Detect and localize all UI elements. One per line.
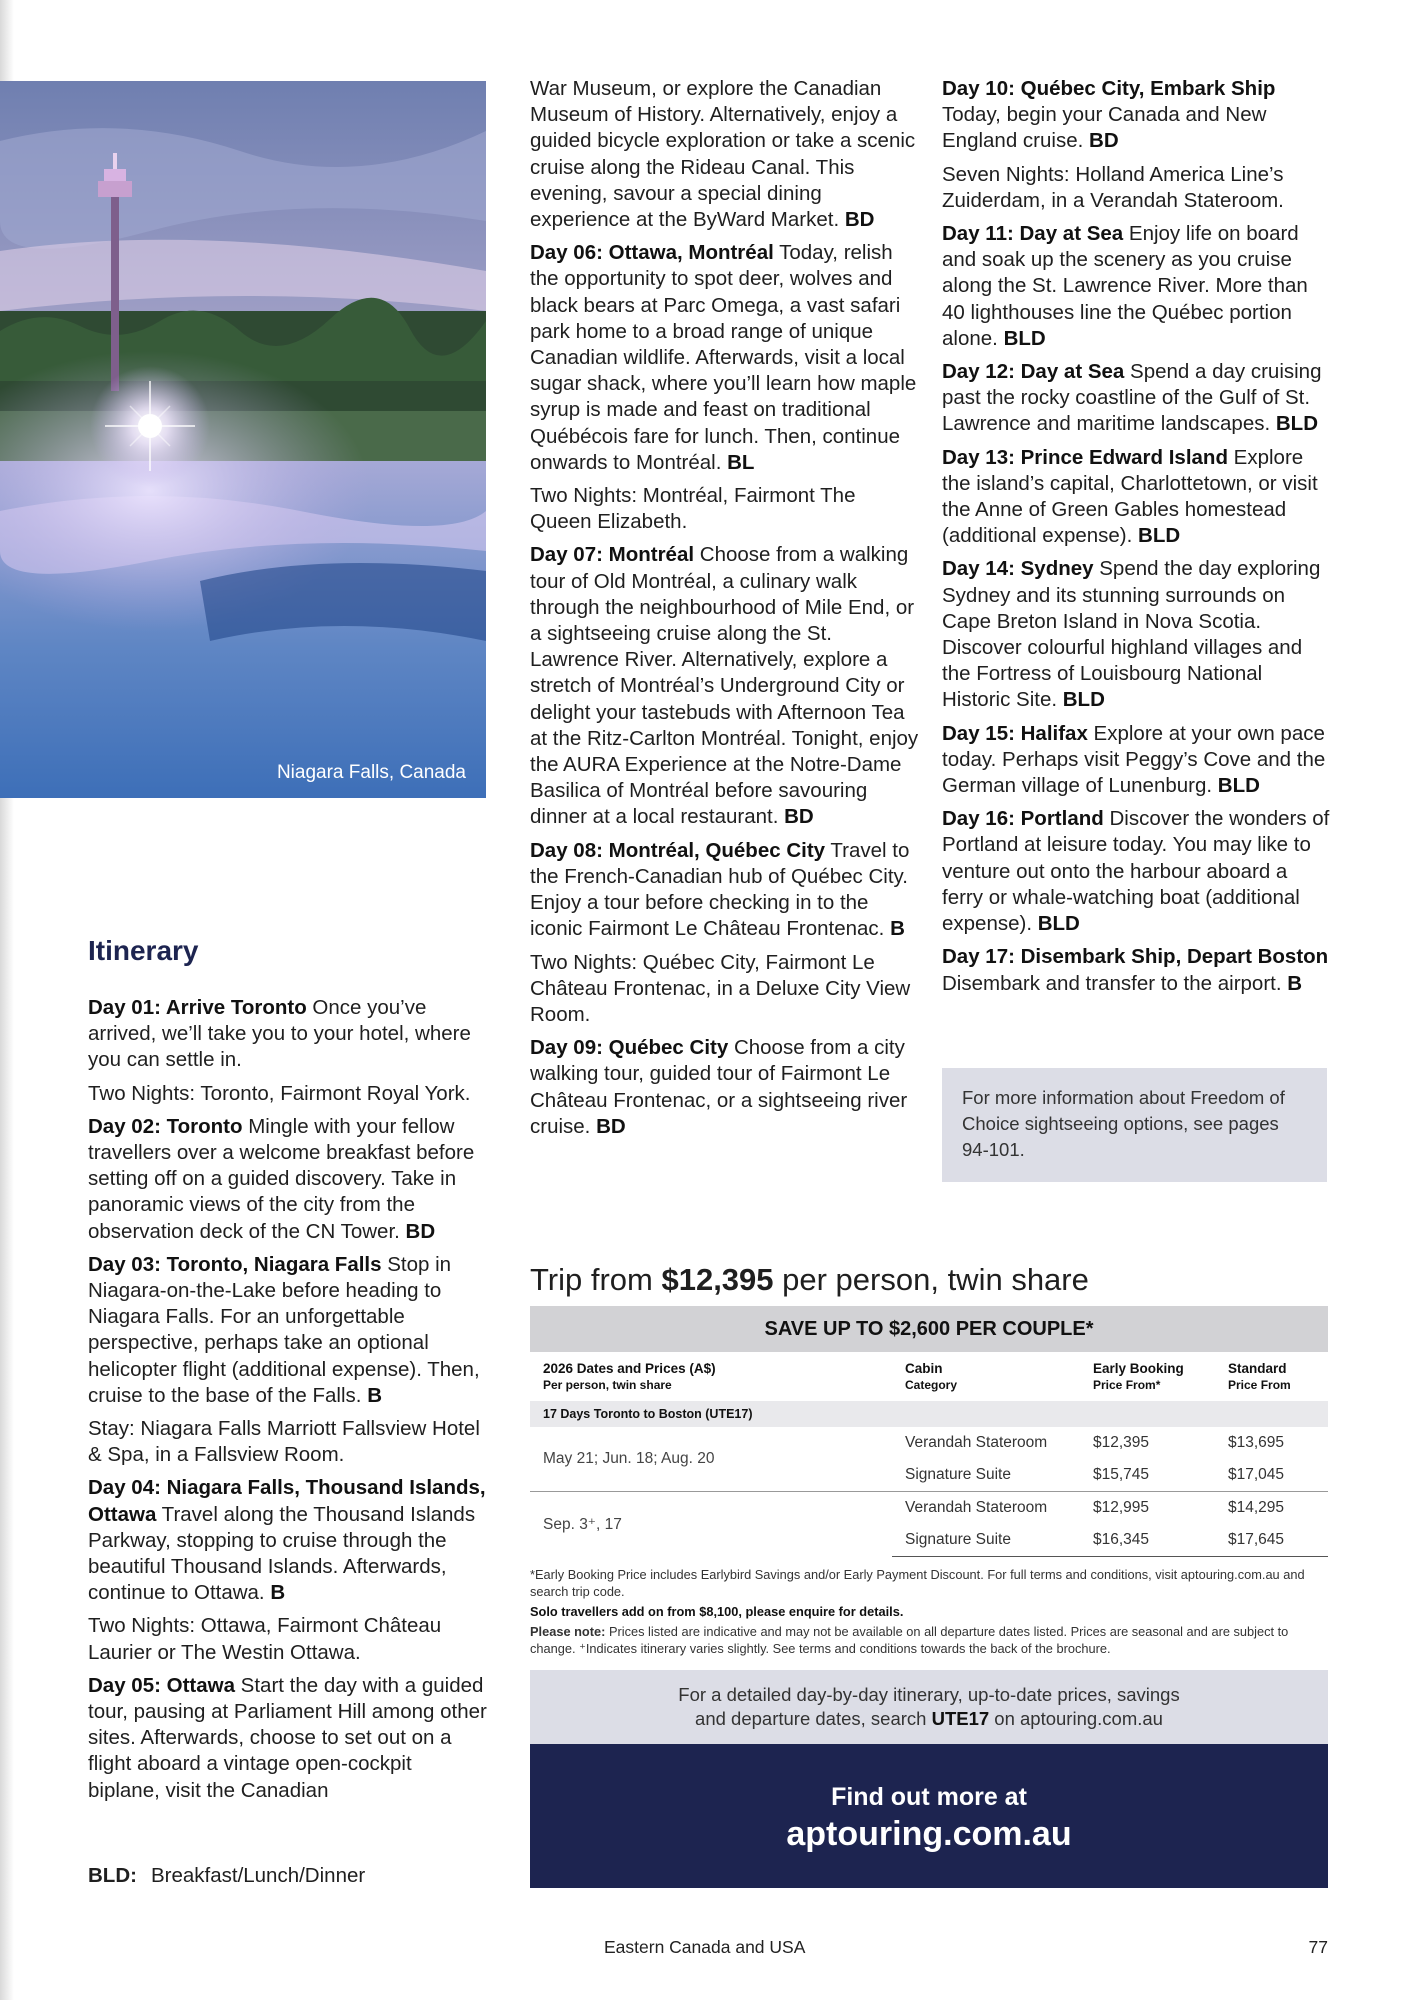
day-text: Choose from a walking tour of Old Montréal, a culinary walk through the neighbourhood of Mile End, or a sightseeing cruise along the St. Lawrence River. Alternatively, explore a stretch of Montréal’s Underground City or delight your tastebuds with Afternoon Tea at the Ritz-Carlton Montréal. Tonight, enjoy the AURA Experience at the Notre-Dame Basilica of Montréal before savouring dinner at a local restaurant. [530, 543, 919, 829]
route-label: 17 Days Toronto to Boston (UTE17) [530, 1401, 1328, 1427]
cabin-category: Verandah Stateroom [905, 1434, 1048, 1451]
note-please [530, 1623, 1330, 1657]
trip-price: $12,395 [661, 1262, 774, 1297]
day-title: Day 11: Day at Sea [942, 222, 1124, 246]
day-text: Spend a day cruising past the rocky coastline of the Gulf of St. Lawrence and maritime landscapes. [942, 360, 1322, 436]
day-title: Day 04: Niagara Falls, Thousand Islands, Ottawa [88, 1476, 486, 1526]
day-title: Day 03: Toronto, Niagara Falls [88, 1252, 382, 1276]
day-text: Enjoy life on board and soak up the scenery as you cruise along the St. Lawrence River. More than 40 lighthouses line the Québec portion alone. [942, 222, 1308, 350]
accommodation-note [942, 162, 1332, 214]
header-early-sub: Price From* [1093, 1378, 1161, 1392]
itinerary-column-1 [88, 995, 488, 1811]
website-link[interactable]: aptouring.com.au [786, 1815, 1072, 1853]
itinerary-column-2 [530, 76, 922, 1147]
day-title: Day 15: Halifax [942, 721, 1088, 745]
accommodation-note [88, 1081, 488, 1107]
price-table-header [530, 1352, 1328, 1401]
header-standard-label: Standard [1228, 1361, 1287, 1376]
day-text: Choose from a city walking tour, guided tour of Fairmont Le Château Frontenac, or a sightseeing river cruise. [530, 1036, 908, 1138]
header-cabin-sub: Category [905, 1378, 958, 1392]
day-text: Mingle with your fellow travellers over a welcome breakfast before setting off on a guided discovery. Take in panoramic views of the city from the observation deck of the CN Tower. [88, 1114, 475, 1243]
find-out-more-panel[interactable] [530, 1744, 1328, 1888]
meal-code: B [367, 1383, 382, 1407]
day-title: Day 09: Québec City [530, 1036, 729, 1060]
trip-suffix: per person, twin share [773, 1262, 1089, 1297]
day-text: Two Nights: Québec City, Fairmont Le Château Frontenac, in a Deluxe City View Room. [530, 950, 911, 1026]
price-notes [530, 1566, 1330, 1660]
day-text: Two Nights: Montréal, Fairmont The Queen Elizabeth. [530, 484, 856, 534]
meal-legend-text: Breakfast/Lunch/Dinner [150, 1864, 366, 1887]
day-title: Day 06: Ottawa, Montréal [530, 241, 774, 265]
departure-dates: May 21; Jun. 18; Aug. 20 [543, 1450, 715, 1467]
day-text: Two Nights: Ottawa, Fairmont Château Laurier or The Westin Ottawa. [88, 1614, 442, 1664]
early-booking-price: $12,395 [1093, 1434, 1150, 1451]
day-text: Stop in Niagara-on-the-Lake before heading to Niagara Falls. For an unforgettable perspective, perhaps take an optional helicopter flight (additional expense). Then, cruise to the base of the Falls. [88, 1252, 480, 1407]
day-title: Day 02: Toronto [88, 1114, 243, 1138]
meal-code: BD [844, 208, 875, 232]
day-entry [88, 1475, 488, 1606]
page-number: 77 [1308, 1937, 1328, 1957]
meal-code: B [890, 917, 905, 941]
standard-price: $17,645 [1215, 1524, 1328, 1557]
day-title: Day 08: Montréal, Québec City [530, 838, 826, 862]
departure-dates: Sep. 3⁺, 17 [530, 1492, 892, 1557]
sightseeing-info-box: For more information about Freedom of Choice sightseeing options, see pages 94-101. [942, 1068, 1327, 1182]
day-text: Once you’ve arrived, we’ll take you to your hotel, where you can settle in. [88, 996, 471, 1072]
meal-code: BLD [1138, 524, 1181, 548]
early-booking-price: $15,745 [1093, 1466, 1150, 1483]
day-text: Travel to the French-Canadian hub of Québec City. Enjoy a tour before checking in to the iconic Fairmont Le Château Frontenac. [530, 838, 910, 941]
day-text: War Museum, or explore the Canadian Museum of History. Alternatively, enjoy a guided bicycle exploration or take a scenic cruise along the Rideau Canal. This evening, savour a special dining experience at the ByWard Market. [530, 77, 916, 232]
standard-price: $17,045 [1228, 1466, 1285, 1483]
day-entry [942, 76, 1332, 155]
day-text: Spend the day exploring Sydney and its stunning surrounds on Cape Breton Island in Nova Scotia. Discover colourful highland villages and the Fortress of Louisbourg National Historic Site. [942, 557, 1321, 712]
day-title: Day 17: Disembark Ship, Depart Boston [942, 945, 1329, 969]
day-text: Today, relish the opportunity to spot deer, wolves and black bears at Parc Omega, a vast safari park home to a broad range of unique Canadian wildlife. Afterwards, visit a local sugar shack, where you’ll learn how maple syrup is made and feast on traditional Québécois fare for lunch. Then, continue onwards to Montréal. [530, 241, 917, 474]
day-text: Explore at your own pace today. Perhaps visit Peggy’s Cove and the German village of Lunenburg. [942, 721, 1326, 798]
header-dates-label: 2026 Dates and Prices (A$) [543, 1361, 716, 1376]
meal-code: B [1287, 971, 1303, 995]
meal-code: BD [784, 805, 814, 829]
find-out-more-text: Find out more at [831, 1783, 1027, 1811]
header-cabin [892, 1352, 1080, 1401]
accommodation-note [88, 1416, 488, 1468]
accommodation-note [530, 950, 922, 1029]
day-entry [530, 240, 922, 476]
meal-code: BD [405, 1219, 436, 1243]
search-pre: and departure dates, search [695, 1708, 932, 1729]
trip-price-headline [530, 1262, 1089, 1298]
day-entry [942, 359, 1332, 438]
early-booking-price: $12,995 [1080, 1492, 1215, 1525]
early-booking-price: $16,345 [1080, 1524, 1215, 1557]
meal-code: B [270, 1581, 286, 1605]
accommodation-note [530, 76, 922, 233]
day-entry [88, 1673, 488, 1804]
day-title: Day 14: Sydney [942, 557, 1094, 581]
search-info-bar [530, 1670, 1328, 1744]
accommodation-note [530, 483, 922, 535]
accommodation-note [88, 1613, 488, 1665]
cabin-category: Signature Suite [892, 1524, 1080, 1557]
trip-prefix: Trip from [530, 1262, 662, 1297]
day-entry [942, 221, 1332, 352]
niagara-falls-photo [0, 81, 486, 798]
day-text: Stay: Niagara Falls Marriott Fallsview Hotel & Spa, in a Fallsview Room. [88, 1417, 480, 1467]
day-text: Travel along the Thousand Islands Parkway, stopping to cruise through the beautiful Thousand Islands. Afterwards, continue to Ottawa. [88, 1502, 476, 1605]
cabin-category: Signature Suite [905, 1466, 1011, 1483]
search-post: on aptouring.com.au [989, 1708, 1163, 1729]
day-text: Two Nights: Toronto, Fairmont Royal York. [88, 1081, 471, 1105]
price-row [530, 1427, 1328, 1459]
photo-caption: Niagara Falls, Canada [276, 762, 466, 783]
day-entry [942, 445, 1332, 550]
standard-price: $13,695 [1228, 1434, 1285, 1451]
header-standard-sub: Price From [1228, 1378, 1291, 1392]
day-entry [942, 556, 1332, 713]
search-line-2 [530, 1707, 1328, 1731]
day-text: Start the day with a guided tour, pausing at Parliament Hill among other sites. Afterwards, choose to set out on a flight aboard a vintage open-cockpit biplane, visit the Canadian [88, 1673, 487, 1802]
note-please-label: Please note: [530, 1624, 606, 1639]
day-title: Day 12: Day at Sea [942, 360, 1125, 384]
meal-code: BLD [1275, 412, 1319, 436]
search-code: UTE17 [931, 1708, 990, 1729]
meal-code: BL [727, 450, 755, 474]
note-please-text: Prices listed are indicative and may not be available on all departure dates listed. Prices are seasonal and are subject to change. ⁺Indicates itinerary varies slightly. See terms and conditions towards the back of the brochure. [530, 1624, 1289, 1656]
day-title: Day 01: Arrive Toronto [88, 996, 307, 1019]
search-line-1: For a detailed day-by-day itinerary, up-to-date prices, savings [678, 1684, 1180, 1705]
niagara-photo-illustration [0, 81, 486, 798]
day-entry [942, 806, 1332, 937]
day-entry [942, 944, 1332, 996]
save-banner: SAVE UP TO $2,600 PER COUPLE* [530, 1306, 1328, 1352]
meal-code: BD [1089, 129, 1119, 153]
day-text: Disembark and transfer to the airport. [942, 971, 1288, 995]
route-row [530, 1401, 1328, 1427]
header-early [1080, 1352, 1215, 1401]
itinerary-heading: Itinerary [88, 935, 199, 966]
meal-code: BD [596, 1114, 626, 1138]
day-title: Day 07: Montréal [530, 543, 695, 567]
day-entry [88, 995, 488, 1074]
day-entry [88, 1114, 488, 1245]
day-entry [942, 721, 1332, 800]
day-entry [88, 1252, 488, 1409]
cabin-category: Verandah Stateroom [892, 1492, 1080, 1525]
day-text: Seven Nights: Holland America Line’s Zuiderdam, in a Verandah Stateroom. [942, 162, 1284, 212]
standard-price: $14,295 [1215, 1492, 1328, 1525]
header-early-label: Early Booking [1093, 1361, 1184, 1376]
price-table [530, 1352, 1328, 1557]
itinerary-column-3 [942, 76, 1332, 1004]
day-title: Day 16: Portland [942, 807, 1104, 831]
day-entry [530, 1035, 922, 1140]
day-text: Explore the island’s capital, Charlottetown, or visit the Anne of Green Gables homestead (additional expense). [942, 445, 1318, 548]
meal-code: BLD [1062, 688, 1105, 712]
header-cabin-label: Cabin [905, 1361, 943, 1376]
meal-legend [88, 1864, 365, 1888]
header-standard [1215, 1352, 1328, 1401]
day-title: Day 13: Prince Edward Island [942, 445, 1228, 469]
note-solo: Solo travellers add on from $8,100, please enquire for details. [530, 1604, 904, 1619]
meal-code: BLD [1037, 912, 1080, 936]
footer-section-title: Eastern Canada and USA [604, 1937, 806, 1957]
day-entry [530, 542, 922, 830]
day-title: Day 05: Ottawa [88, 1673, 235, 1697]
header-dates-sub: Per person, twin share [543, 1378, 672, 1392]
meal-code: BLD [1217, 774, 1260, 798]
header-dates [530, 1352, 892, 1401]
meal-legend-code: BLD: [88, 1864, 137, 1887]
day-text: Discover the wonders of Portland at leisure today. You may like to venture out onto the harbour aboard a ferry or whale-watching boat (additional expense). [942, 807, 1330, 936]
note-early-booking: *Early Booking Price includes Earlybird Savings and/or Early Payment Discount. For full terms and conditions, visit aptouring.com.au and search trip code. [530, 1567, 1305, 1599]
day-entry [530, 838, 922, 943]
price-row [530, 1492, 1328, 1525]
meal-code: BLD [1003, 326, 1046, 350]
day-text: Today, begin your Canada and New England cruise. [942, 103, 1267, 153]
day-title: Day 10: Québec City, Embark Ship [942, 77, 1276, 100]
